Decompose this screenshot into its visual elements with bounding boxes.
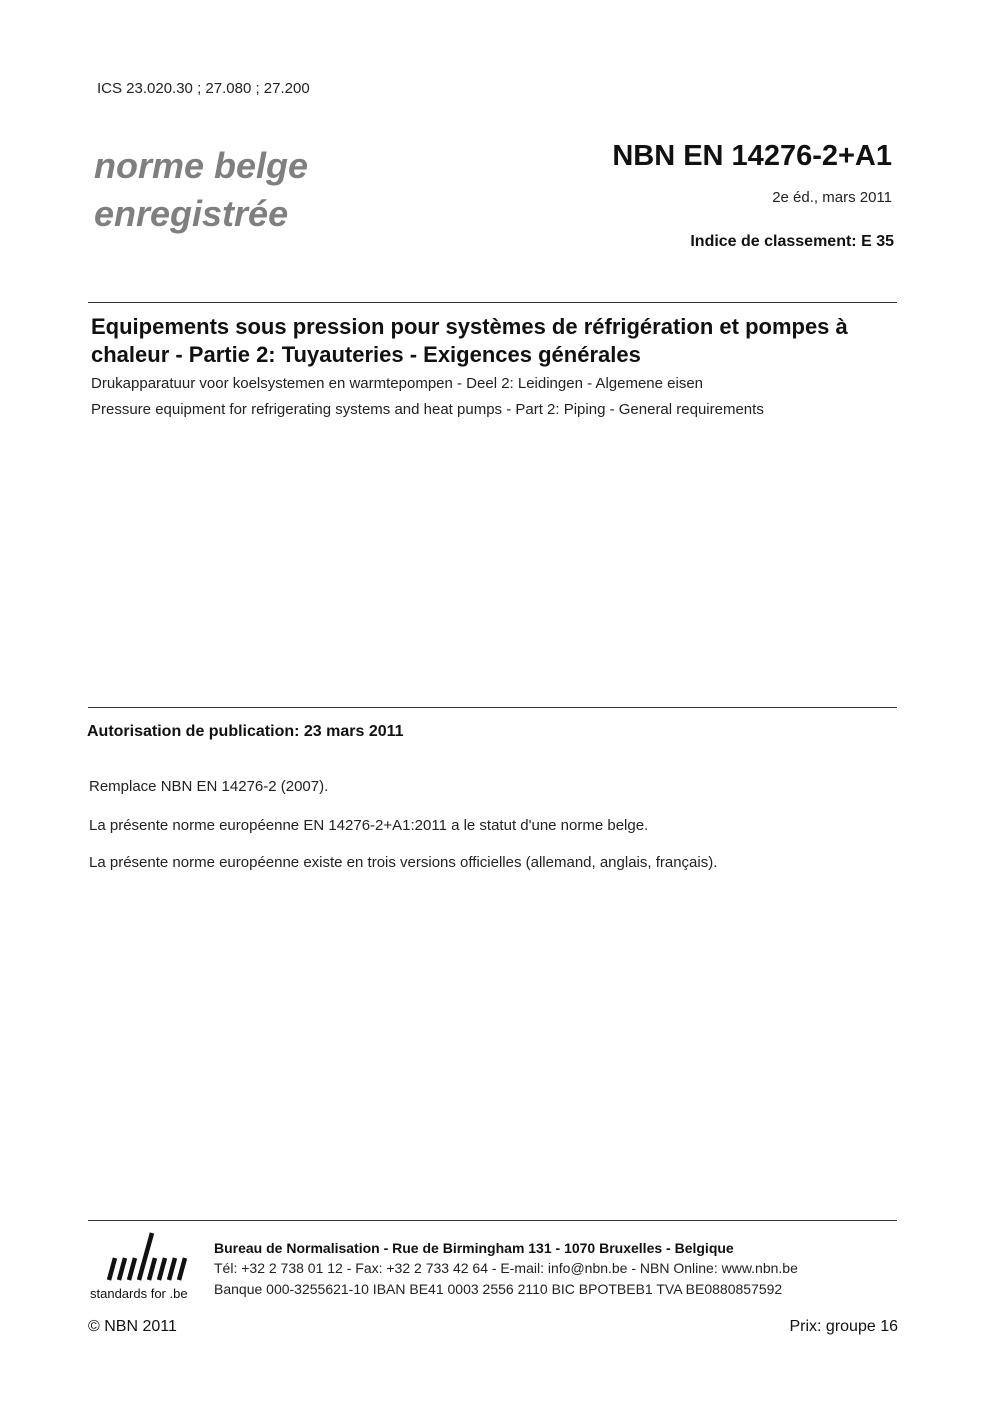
classification-index: Indice de classement: E 35	[690, 233, 894, 250]
footer-address: Bureau de Normalisation - Rue de Birmingham 131 - 1070 Bruxelles - Belgique	[214, 1240, 734, 1256]
paragraph-replaces: Remplace NBN EN 14276-2 (2007).	[89, 778, 329, 795]
brand-heading	[94, 142, 308, 238]
copyright: © NBN 2011	[88, 1318, 177, 1335]
divider-middle	[88, 707, 897, 708]
price-group: Prix: groupe 16	[789, 1318, 898, 1335]
divider-top	[88, 302, 897, 303]
ics-codes: ICS 23.020.30 ; 27.080 ; 27.200	[97, 80, 310, 97]
paragraph-status: La présente norme européenne EN 14276-2+A1:2011 a le statut d'une norme belge.	[89, 817, 649, 834]
edition-date: 2e éd., mars 2011	[772, 189, 892, 206]
paragraph-versions: La présente norme européenne existe en trois versions officielles (allemand, anglais, français).	[89, 854, 718, 871]
footer-bank: Banque 000-3255621-10 IBAN BE41 0003 2556 2110 BIC BPOTBEB1 TVA BE0880857592	[214, 1281, 783, 1297]
title-dutch: Drukapparatuur voor koelsystemen en warmtepompen - Deel 2: Leidingen - Algemene eisen	[91, 375, 704, 392]
brand-line-1: norme belge	[94, 145, 309, 186]
footer-contact: Tél: +32 2 738 01 12 - Fax: +32 2 733 42 64 - E-mail: info@nbn.be - NBN Online: www.nbn.be	[214, 1260, 798, 1276]
logo-tagline: standards for .be	[90, 1286, 188, 1301]
nbn-logo-icon	[100, 1230, 192, 1286]
nbn-logo	[90, 1230, 198, 1308]
title-french: Equipements sous pression pour systèmes de réfrigération et pompes à chaleur - Partie 2: Tuyauteries - Exigences générales	[91, 314, 848, 367]
publication-authorization: Autorisation de publication: 23 mars 2011	[87, 723, 404, 740]
title-english: Pressure equipment for refrigerating systems and heat pumps - Part 2: Piping - General requirements	[91, 401, 764, 418]
divider-footer	[88, 1220, 897, 1221]
standard-number: NBN EN 14276-2+A1	[612, 140, 892, 172]
brand-line-2: enregistrée	[94, 193, 289, 234]
